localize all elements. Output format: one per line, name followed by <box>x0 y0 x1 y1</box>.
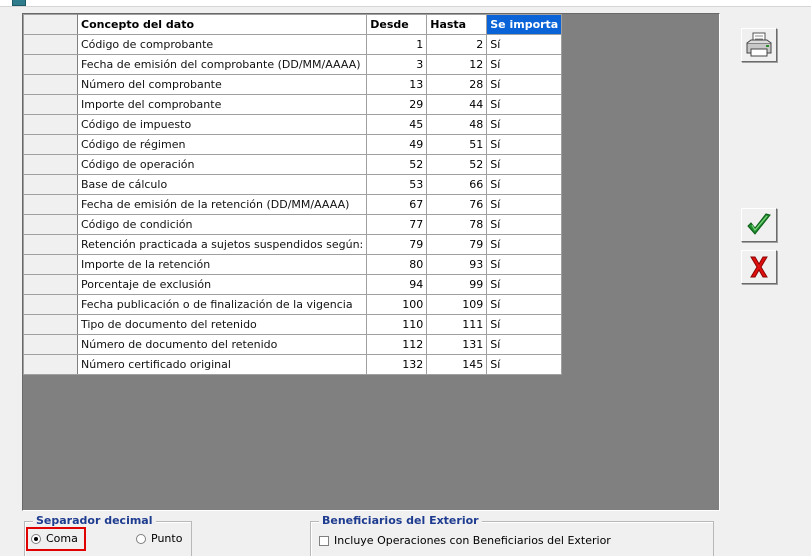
row-indicator-header <box>24 15 78 35</box>
cell-desde[interactable]: 52 <box>367 155 427 175</box>
table-row[interactable] <box>24 35 562 55</box>
cell-se-importa[interactable]: Sí <box>487 235 562 255</box>
row-indicator[interactable] <box>24 135 78 155</box>
table-row[interactable] <box>24 275 562 295</box>
cell-se-importa[interactable]: Sí <box>487 255 562 275</box>
table-row[interactable] <box>24 135 562 155</box>
cell-hasta[interactable]: 28 <box>427 75 487 95</box>
row-indicator[interactable] <box>24 175 78 195</box>
cell-desde[interactable]: 53 <box>367 175 427 195</box>
cell-hasta[interactable]: 145 <box>427 355 487 375</box>
cell-concepto[interactable]: Importe del comprobante <box>78 95 367 115</box>
cell-hasta[interactable]: 48 <box>427 115 487 135</box>
foreign-beneficiaries-title: Beneficiarios del Exterior <box>319 514 482 527</box>
cell-concepto[interactable]: Retención practicada a sujetos suspendidos según: <box>78 235 367 255</box>
cell-se-importa[interactable]: Sí <box>487 115 562 135</box>
table-row[interactable] <box>24 235 562 255</box>
table-row[interactable] <box>24 55 562 75</box>
row-indicator[interactable] <box>24 355 78 375</box>
cell-concepto[interactable]: Código de comprobante <box>78 35 367 55</box>
cell-desde[interactable]: 80 <box>367 255 427 275</box>
cell-hasta[interactable]: 44 <box>427 95 487 115</box>
cell-hasta[interactable]: 2 <box>427 35 487 55</box>
data-grid-area <box>22 13 720 511</box>
row-indicator[interactable] <box>24 75 78 95</box>
cell-hasta[interactable]: 79 <box>427 235 487 255</box>
cell-desde[interactable]: 112 <box>367 335 427 355</box>
row-indicator[interactable] <box>24 295 78 315</box>
row-indicator[interactable] <box>24 215 78 235</box>
cell-desde[interactable]: 45 <box>367 115 427 135</box>
x-mark-icon <box>746 254 772 280</box>
cell-hasta[interactable]: 12 <box>427 55 487 75</box>
print-button[interactable] <box>741 28 777 62</box>
decimal-separator-title: Separador decimal <box>33 514 156 527</box>
cell-desde[interactable]: 94 <box>367 275 427 295</box>
cell-se-importa[interactable]: Sí <box>487 155 562 175</box>
cell-concepto[interactable]: Tipo de documento del retenido <box>78 315 367 335</box>
cell-desde[interactable]: 79 <box>367 235 427 255</box>
cell-hasta[interactable]: 78 <box>427 215 487 235</box>
table-row[interactable] <box>24 175 562 195</box>
cell-concepto[interactable]: Fecha de emisión del comprobante (DD/MM/AAAA) <box>78 55 367 75</box>
column-header-hasta[interactable]: Hasta <box>427 15 487 35</box>
radio-punto-label: Punto <box>151 532 183 545</box>
cell-se-importa[interactable]: Sí <box>487 295 562 315</box>
column-header-se-importa[interactable]: Se importa <box>487 15 562 35</box>
cell-desde[interactable]: 100 <box>367 295 427 315</box>
table-row[interactable] <box>24 215 562 235</box>
cell-se-importa[interactable]: Sí <box>487 75 562 95</box>
table-header-row <box>24 15 562 35</box>
cell-hasta[interactable]: 99 <box>427 275 487 295</box>
cell-concepto[interactable]: Fecha de emisión de la retención (DD/MM/AAAA) <box>78 195 367 215</box>
row-indicator[interactable] <box>24 275 78 295</box>
cell-concepto[interactable]: Número certificado original <box>78 355 367 375</box>
cell-desde[interactable]: 132 <box>367 355 427 375</box>
cell-desde[interactable]: 3 <box>367 55 427 75</box>
accept-button[interactable] <box>741 208 777 242</box>
include-foreign-operations-label: Incluye Operaciones con Beneficiarios del Exterior <box>334 534 611 547</box>
printer-icon <box>744 31 774 59</box>
cell-concepto[interactable]: Código de condición <box>78 215 367 235</box>
cell-se-importa[interactable]: Sí <box>487 275 562 295</box>
cell-concepto[interactable]: Código de operación <box>78 155 367 175</box>
cell-se-importa[interactable]: Sí <box>487 355 562 375</box>
cell-desde[interactable]: 13 <box>367 75 427 95</box>
table-row[interactable] <box>24 255 562 275</box>
cell-hasta[interactable]: 111 <box>427 315 487 335</box>
cell-concepto[interactable]: Fecha publicación o de finalización de la vigencia <box>78 295 367 315</box>
title-bar <box>0 0 811 7</box>
cell-concepto[interactable]: Número del comprobante <box>78 75 367 95</box>
row-indicator[interactable] <box>24 255 78 275</box>
cell-concepto[interactable]: Base de cálculo <box>78 175 367 195</box>
cancel-button[interactable] <box>741 250 777 284</box>
table-row[interactable] <box>24 295 562 315</box>
cell-hasta[interactable]: 76 <box>427 195 487 215</box>
row-indicator[interactable] <box>24 95 78 115</box>
radio-punto[interactable] <box>136 532 182 545</box>
cell-concepto[interactable]: Porcentaje de exclusión <box>78 275 367 295</box>
cell-desde[interactable]: 67 <box>367 195 427 215</box>
row-indicator[interactable] <box>24 55 78 75</box>
cell-hasta[interactable]: 52 <box>427 155 487 175</box>
app-icon <box>12 0 26 6</box>
field-layout-table <box>23 14 562 375</box>
cell-hasta[interactable]: 131 <box>427 335 487 355</box>
row-indicator[interactable] <box>24 115 78 135</box>
row-indicator[interactable] <box>24 235 78 255</box>
cell-desde[interactable]: 29 <box>367 95 427 115</box>
cell-se-importa[interactable]: Sí <box>487 95 562 115</box>
row-indicator[interactable] <box>24 315 78 335</box>
row-indicator[interactable] <box>24 35 78 55</box>
cell-hasta[interactable]: 66 <box>427 175 487 195</box>
include-foreign-operations-checkbox[interactable] <box>319 534 611 547</box>
cell-se-importa[interactable]: Sí <box>487 315 562 335</box>
table-row[interactable] <box>24 115 562 135</box>
foreign-beneficiaries-group <box>310 514 714 556</box>
row-indicator[interactable] <box>24 335 78 355</box>
cell-concepto[interactable]: Código de impuesto <box>78 115 367 135</box>
cell-hasta[interactable]: 51 <box>427 135 487 155</box>
cell-desde[interactable]: 1 <box>367 35 427 55</box>
table-row[interactable] <box>24 335 562 355</box>
table-row[interactable] <box>24 75 562 95</box>
cell-concepto[interactable]: Código de régimen <box>78 135 367 155</box>
column-header-desde[interactable]: Desde <box>367 15 427 35</box>
cell-se-importa[interactable]: Sí <box>487 215 562 235</box>
cell-desde[interactable]: 77 <box>367 215 427 235</box>
cell-hasta[interactable]: 109 <box>427 295 487 315</box>
cell-se-importa[interactable]: Sí <box>487 35 562 55</box>
cell-concepto[interactable]: Importe de la retención <box>78 255 367 275</box>
column-header-concepto[interactable]: Concepto del dato <box>78 15 367 35</box>
cell-se-importa[interactable]: Sí <box>487 335 562 355</box>
selection-highlight <box>26 527 86 551</box>
cell-se-importa[interactable]: Sí <box>487 195 562 215</box>
cell-concepto[interactable]: Número de documento del retenido <box>78 335 367 355</box>
table-row[interactable] <box>24 155 562 175</box>
row-indicator[interactable] <box>24 155 78 175</box>
cell-se-importa[interactable]: Sí <box>487 135 562 155</box>
checkbox-box[interactable] <box>319 536 329 546</box>
radio-coma-label: Coma <box>46 532 78 545</box>
cell-desde[interactable]: 110 <box>367 315 427 335</box>
table-row[interactable] <box>24 315 562 335</box>
cell-se-importa[interactable]: Sí <box>487 175 562 195</box>
cell-hasta[interactable]: 93 <box>427 255 487 275</box>
radio-punto-dot[interactable] <box>136 534 146 544</box>
cell-desde[interactable]: 49 <box>367 135 427 155</box>
cell-se-importa[interactable]: Sí <box>487 55 562 75</box>
table-row[interactable] <box>24 355 562 375</box>
checkmark-icon <box>745 212 773 238</box>
row-indicator[interactable] <box>24 195 78 215</box>
table-row[interactable] <box>24 95 562 115</box>
table-row[interactable] <box>24 195 562 215</box>
